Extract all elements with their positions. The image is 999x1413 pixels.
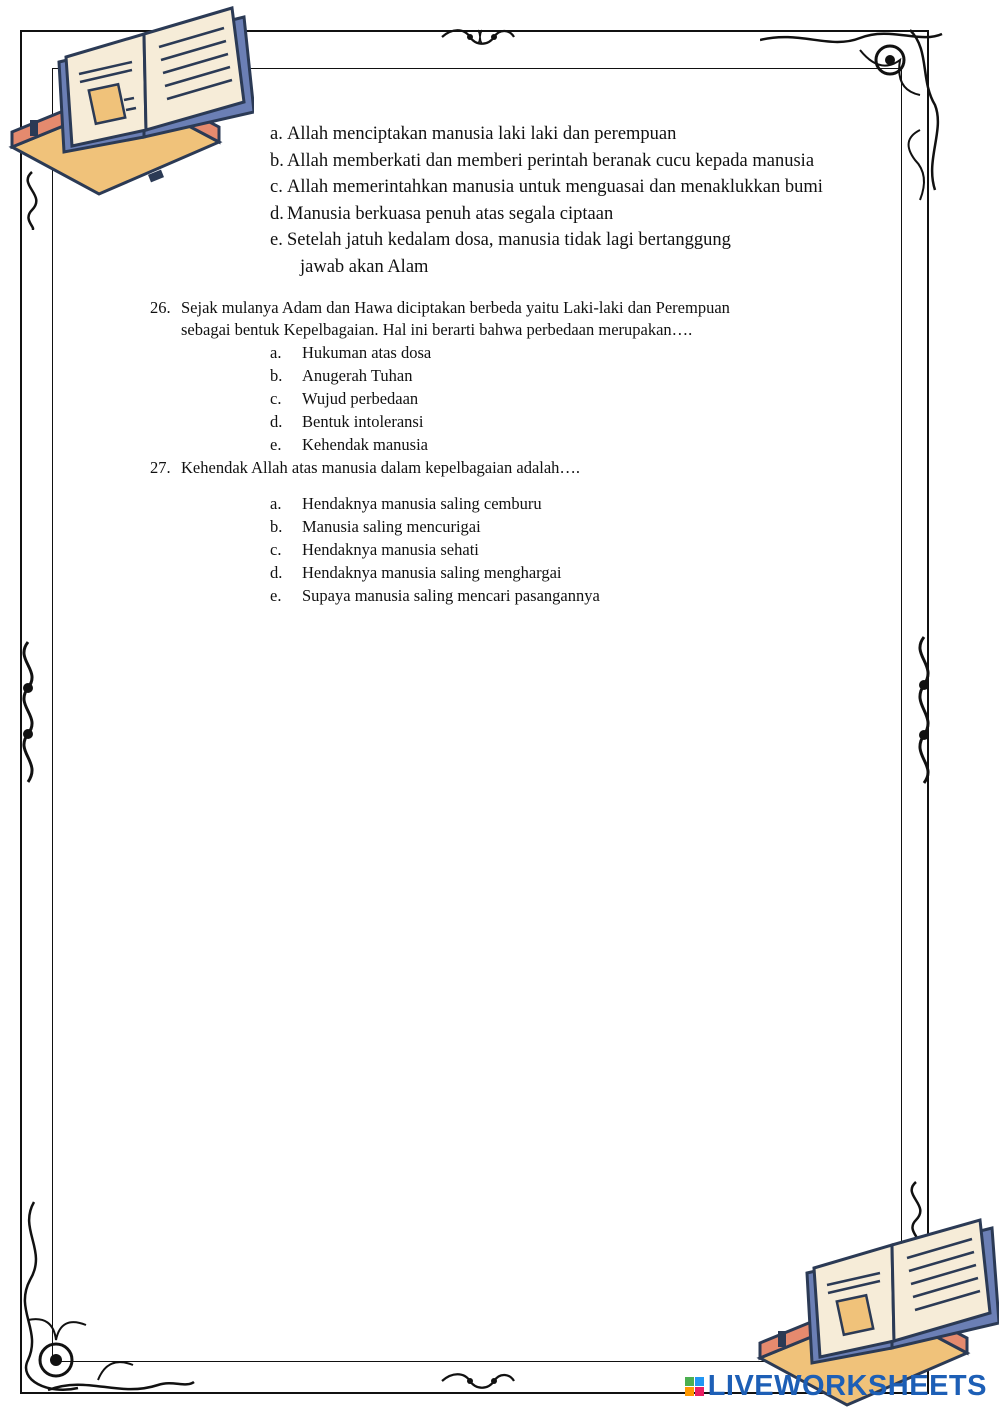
question-number: 27. bbox=[150, 458, 171, 477]
question-text: Sejak mulanya Adam dan Hawa diciptakan berbeda yaitu Laki-laki dan Perempuan bbox=[181, 298, 730, 317]
option-text: Bentuk intoleransi bbox=[302, 412, 424, 431]
option-letter: b. bbox=[270, 366, 283, 385]
option-text: Supaya manusia saling mencari pasangannya bbox=[302, 586, 600, 605]
bottom-left-corner-flourish bbox=[8, 1200, 198, 1405]
option-letter: a. bbox=[270, 124, 283, 144]
option-letter: c. bbox=[270, 177, 283, 198]
option-row bbox=[270, 148, 910, 175]
option-text: Anugerah Tuhan bbox=[302, 366, 413, 385]
option-letter: c. bbox=[270, 540, 282, 559]
option-letter: e. bbox=[270, 435, 282, 454]
option-letter: e. bbox=[270, 230, 283, 251]
option-row[interactable] bbox=[270, 410, 431, 433]
option-letter: b. bbox=[270, 150, 284, 171]
option-letter: d. bbox=[270, 412, 283, 431]
liveworksheets-branding[interactable] bbox=[685, 1370, 987, 1403]
question-26 bbox=[150, 297, 850, 341]
option-text: Kehendak manusia bbox=[302, 435, 428, 454]
option-row[interactable] bbox=[270, 364, 431, 387]
option-letter: d. bbox=[270, 563, 283, 582]
option-row[interactable] bbox=[270, 387, 431, 410]
option-letter: c. bbox=[270, 389, 282, 408]
option-letter: a. bbox=[270, 343, 282, 362]
option-row[interactable] bbox=[270, 433, 431, 456]
left-side-flourish bbox=[12, 640, 44, 785]
option-letter: b. bbox=[270, 517, 283, 536]
option-row[interactable] bbox=[270, 561, 600, 584]
option-row bbox=[270, 121, 910, 148]
option-letter: a. bbox=[270, 494, 282, 513]
question-number: 26. bbox=[150, 298, 171, 317]
option-row bbox=[270, 201, 910, 228]
option-text: Hendaknya manusia sehati bbox=[302, 540, 479, 559]
option-text: Hendaknya manusia saling menghargai bbox=[302, 563, 562, 582]
option-text: Hendaknya manusia saling cemburu bbox=[302, 494, 542, 513]
option-text: Manusia berkuasa penuh atas segala ciptaan bbox=[287, 203, 614, 224]
question-text-continuation: sebagai bentuk Kepelbagaian. Hal ini berarti bahwa perbedaan merupakan…. bbox=[181, 320, 693, 339]
option-row bbox=[270, 174, 910, 201]
option-text: Allah menciptakan manusia laki laki dan perempuan bbox=[287, 124, 677, 144]
option-row[interactable] bbox=[270, 515, 600, 538]
question-text: Kehendak Allah atas manusia dalam kepelbagaian adalah…. bbox=[181, 458, 581, 477]
question-27 bbox=[150, 457, 850, 479]
option-text: Setelah jatuh kedalam dosa, manusia tidak lagi bertanggung bbox=[287, 230, 731, 251]
option-row bbox=[270, 227, 910, 254]
option-text: Allah memerintahkan manusia untuk menguasai dan menaklukkan bumi bbox=[287, 177, 823, 198]
liveworksheets-logo-icon bbox=[685, 1377, 704, 1396]
option-text: Allah memberkati dan memberi perintah beranak cucu kepada manusia bbox=[287, 150, 815, 171]
right-side-flourish bbox=[908, 635, 940, 785]
option-text-continuation: jawab akan Alam bbox=[300, 256, 429, 277]
liveworksheets-wordmark: LIVEWORKSHEETS bbox=[707, 1370, 987, 1402]
option-row[interactable] bbox=[270, 341, 431, 364]
option-text: Manusia saling mencurigai bbox=[302, 517, 481, 536]
option-letter: d. bbox=[270, 203, 284, 224]
book-stack-illustration-top bbox=[4, 2, 254, 197]
option-row[interactable] bbox=[270, 584, 600, 607]
option-letter: e. bbox=[270, 586, 282, 605]
question-26-options bbox=[270, 341, 431, 456]
top-center-flourish bbox=[438, 26, 518, 48]
option-text: Hukuman atas dosa bbox=[302, 343, 432, 362]
option-row[interactable] bbox=[270, 492, 600, 515]
option-row[interactable] bbox=[270, 538, 600, 561]
bottom-center-flourish bbox=[438, 1370, 518, 1392]
previous-question-options bbox=[270, 121, 910, 281]
option-text: Wujud perbedaan bbox=[302, 389, 419, 408]
question-27-options bbox=[270, 492, 600, 607]
